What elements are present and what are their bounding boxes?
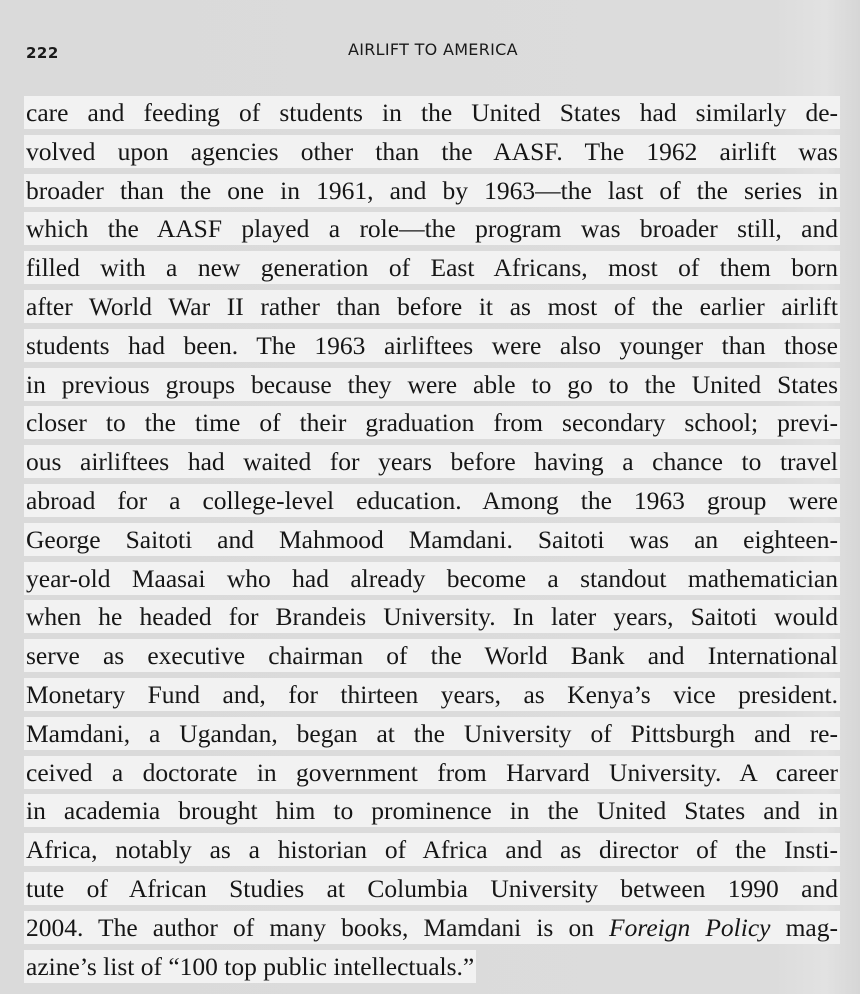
text-line: ceived a doctorate in government from Harvard University. A career [26,757,838,787]
text-line: when he headed for Brandeis University. In later years, Saitoti would [26,602,838,632]
text-line: Africa, notably as a historian of Africa and as director of the Insti- [26,835,838,865]
text-segment: mag- [770,912,838,942]
text-line: volved upon agencies other than the AASF. The 1962 airlift was [26,136,838,166]
italic-publication-title: Foreign Policy [609,912,771,942]
text-line: Mamdani, a Ugandan, began at the University of Pittsburgh and re- [26,718,838,748]
text-line: students had been. The 1963 airliftees were also younger than those [26,330,838,360]
text-line: after World War II rather than before it as most of the earlier airlift [26,291,838,321]
text-segment: 2004. The author of many books, Mamdani is on [26,912,610,942]
text-line: tute of African Studies at Columbia University between 1990 and [26,873,838,903]
text-line: serve as executive chairman of the World Bank and International [26,641,838,671]
text-line: Monetary Fund and, for thirteen years, as Kenya’s vice president. [26,679,838,709]
last-text-line: azine’s list of “100 top public intellectuals.” [26,951,475,981]
text-line: year-old Maasai who had already become a standout mathematician [26,563,838,593]
text-line: ous airliftees had waited for years before having a chance to travel [26,447,838,477]
running-title: AIRLIFT TO AMERICA [348,40,518,59]
body-paragraph [24,96,840,993]
text-line: in previous groups because they were able to go to the United States [26,369,838,399]
running-head [26,40,840,64]
text-line: in academia brought him to prominence in the United States and in [26,796,838,826]
text-line: broader than the one in 1961, and by 1963—the last of the series in [26,175,838,205]
text-line: filled with a new generation of East Africans, most of them born [26,253,838,283]
text-line-with-italic-title [24,911,840,944]
page-number: 222 [26,44,59,62]
text-line: abroad for a college-level education. Among the 1963 group were [26,485,838,515]
text-line: closer to the time of their graduation from secondary school; previ- [26,408,838,438]
text-line: George Saitoti and Mahmood Mamdani. Saitoti was an eighteen- [26,524,838,554]
text-line: which the AASF played a role—the program was broader still, and [26,214,838,244]
text-line: care and feeding of students in the United States had similarly de- [26,98,838,127]
